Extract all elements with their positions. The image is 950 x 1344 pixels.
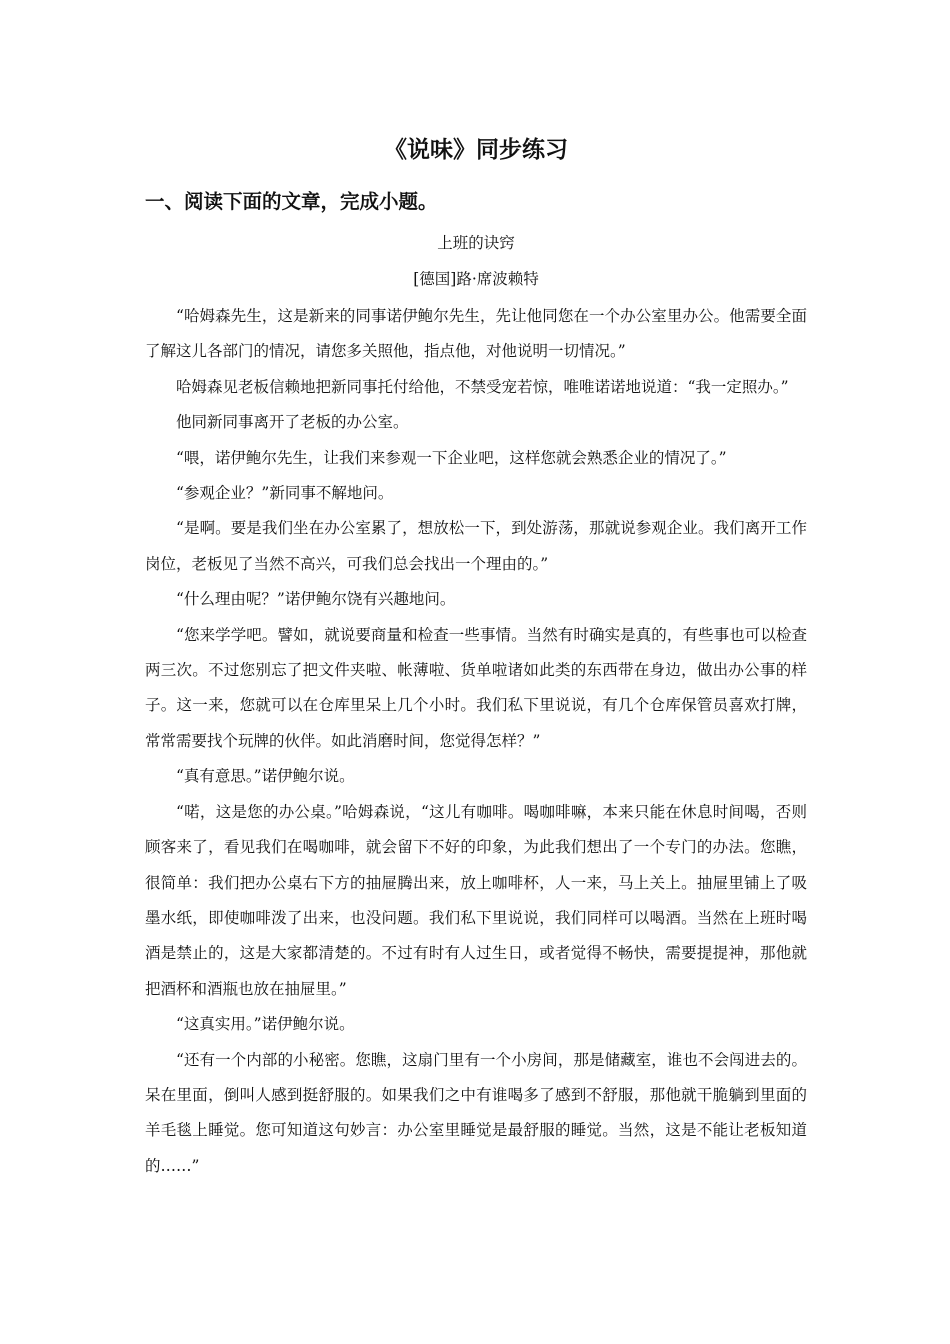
section-heading: 一、阅读下面的文章，完成小题。 (145, 190, 438, 213)
paragraph: “这真实用。”诺伊鲍尔说。 (176, 1015, 355, 1034)
page-title: 《说味》同步练习 (384, 136, 568, 163)
paragraph: “您来学学吧。譬如，就说要商量和检查一些事情。当然有时确实是真的，有些事也可以检查两三次。不过您别忘了把文件夹啦、帐薄啦、货单啦诸如此类的东西带在身边，做出办公事的样子。这一来，您就可以在仓库里呆上几个小时。我们私下里说说，有几个仓库保管员喜欢打牌，常常需要找个玩牌的伙伴。如此消磨时间，您觉得怎样？” (145, 625, 807, 750)
paragraph: “是啊。要是我们坐在办公室累了，想放松一下，到处游荡，那就说参观企业。我们离开工作岗位，老板见了当然不高兴，可我们总会找出一个理由的。” (145, 519, 807, 573)
paragraph: “哈姆森先生，这是新来的同事诺伊鲍尔先生，先让他同您在一个办公室里办公。他需要全面了解这儿各部门的情况，请您多关照他，指点他，对他说明一切情况。” (145, 307, 807, 361)
paragraph: “还有一个内部的小秘密。您瞧，这扇门里有一个小房间，那是储藏室，谁也不会闯进去的。呆在里面，倒叫人感到挺舒服的。如果我们之中有谁喝多了感到不舒服，那他就干脆躺到里面的羊毛毯上睡觉。您可知道这句妙言：办公室里睡觉是最舒服的睡觉。当然，这是不能让老板知道的……” (145, 1050, 807, 1175)
paragraph: “喏，这是您的办公桌。”哈姆森说，“这儿有咖啡。喝咖啡嘛，本来只能在休息时间喝，否则顾客来了，看见我们在喝咖啡，就会留下不好的印象，为此我们想出了一个专门的办法。您瞧，很简单：我们把办公桌右下方的抽屉腾出来，放上咖啡杯，人一来，马上关上。抽屉里铺上了吸墨水纸，即使咖啡泼了出来，也没问题。我们私下里说说，我们同样可以喝酒。当然在上班时喝酒是禁止的，这是大家都清楚的。不过有时有人过生日，或者觉得不畅快，需要提提神，那他就把酒杯和酒瓶也放在抽屉里。” (145, 802, 807, 998)
paragraph: “喂，诺伊鲍尔先生，让我们来参观一下企业吧，这样您就会熟悉企业的情况了。” (176, 448, 727, 467)
story-author: [德国]路·席波赖特 (413, 270, 539, 288)
paragraph: “参观企业？”新同事不解地问。 (176, 484, 394, 503)
story-body (145, 299, 807, 1184)
paragraph: “真有意思。”诺伊鲍尔说。 (176, 767, 355, 786)
paragraph: 他同新同事离开了老板的办公室。 (176, 413, 409, 432)
paragraph: 哈姆森见老板信赖地把新同事托付给他，不禁受宠若惊，唯唯诺诺地说道：“我一定照办。” (176, 377, 789, 396)
paragraph: “什么理由呢？”诺伊鲍尔饶有兴趣地问。 (176, 590, 456, 609)
story-title: 上班的诀窍 (437, 234, 515, 252)
